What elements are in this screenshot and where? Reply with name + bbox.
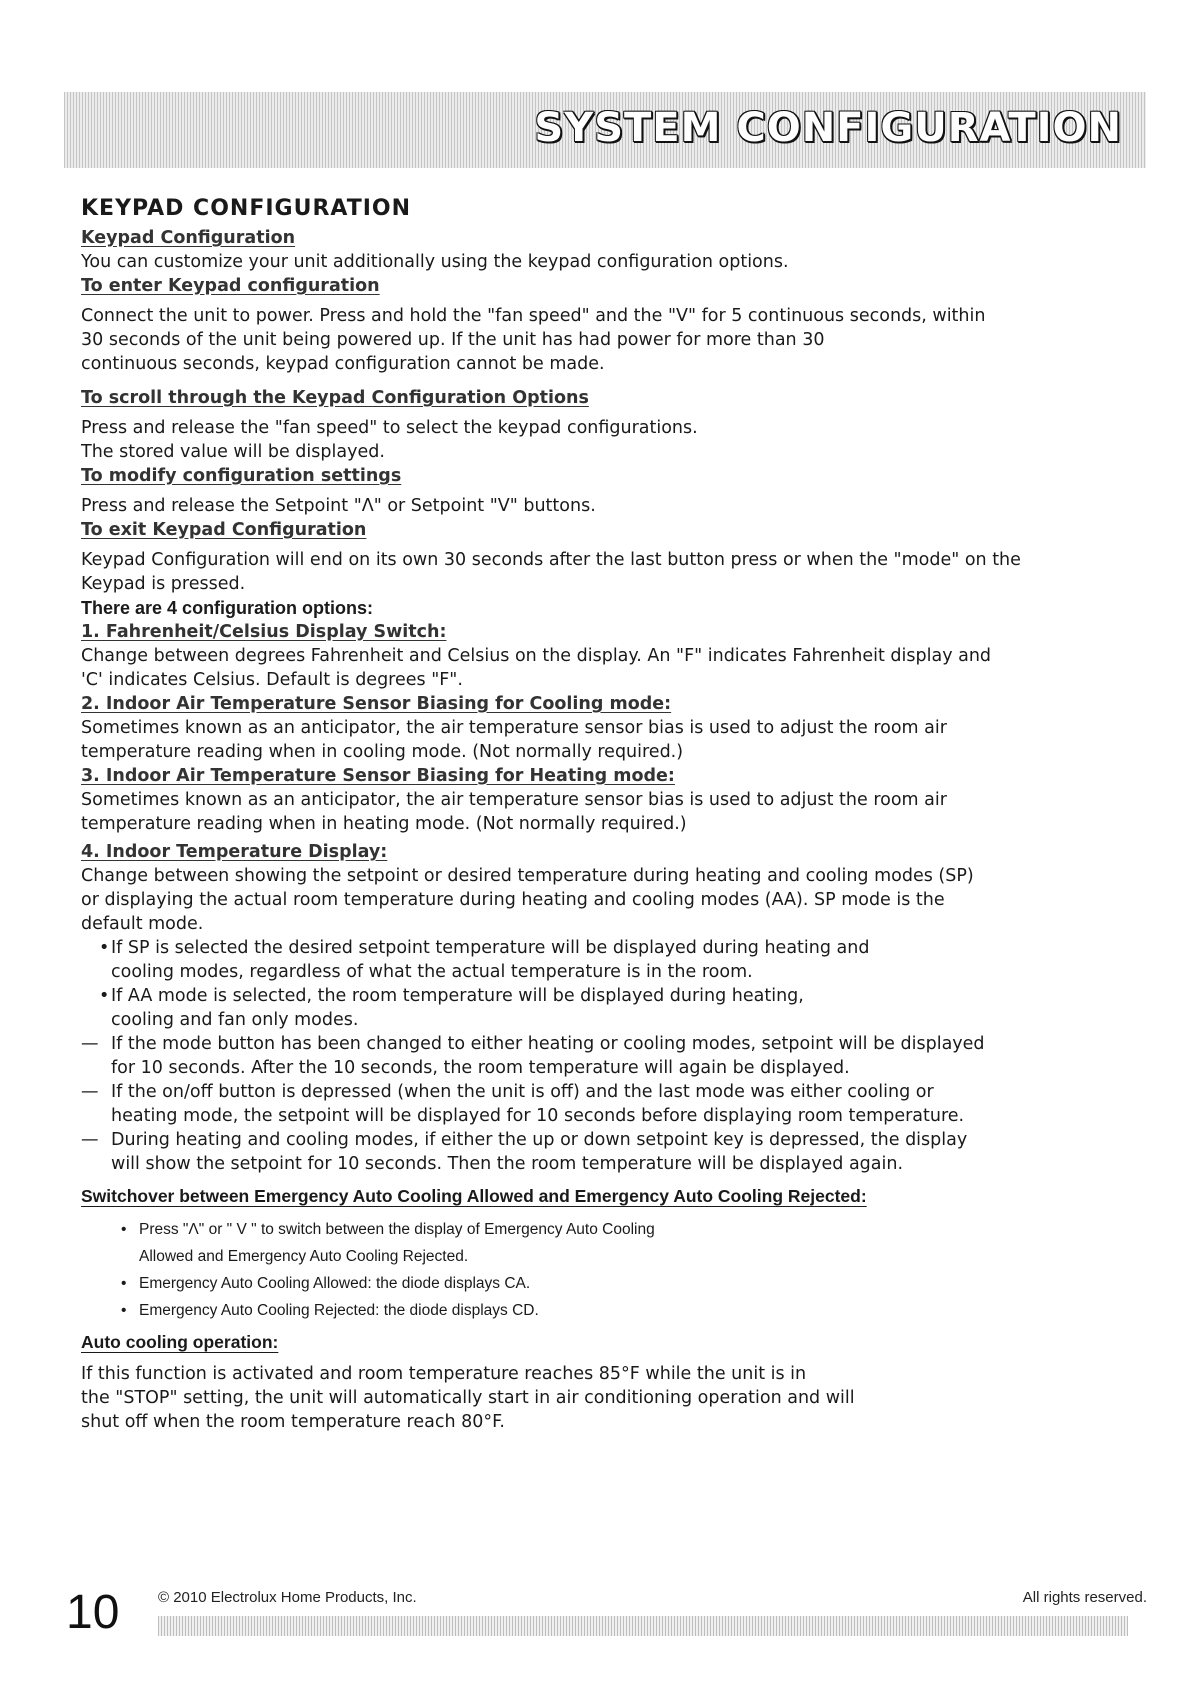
footer-rights: All rights reserved. xyxy=(1022,1589,1147,1606)
exit-config-heading: To exit Keypad Configuration xyxy=(81,520,367,540)
display-dash-item xyxy=(81,1032,1121,1080)
auto-cooling-line: shut off when the room temperature reach 80°F. xyxy=(81,1412,505,1432)
list-item-text: Allowed and Emergency Auto Cooling Rejected. xyxy=(139,1248,469,1265)
modify-settings-heading: To modify configuration settings xyxy=(81,466,402,486)
switchover-heading: Switchover between Emergency Auto Cooling Allowed and Emergency Auto Cooling Rejected: xyxy=(81,1186,867,1206)
option-4-line: default mode. xyxy=(81,914,204,934)
enter-config-line: Connect the unit to power. Press and hold the "fan speed" and the "V" for 5 continuous seconds, within xyxy=(81,306,986,326)
modify-settings-text: Press and release the Setpoint "Λ" or Setpoint "V" buttons. xyxy=(81,496,596,516)
dash-line: During heating and cooling modes, if either the up or down setpoint key is depressed, the display xyxy=(111,1130,968,1150)
list-item xyxy=(81,1297,1121,1324)
display-dash-item xyxy=(81,1080,1121,1128)
enter-config-line: 30 seconds of the unit being powered up. If the unit has had power for more than 30 xyxy=(81,330,825,350)
dash-line: for 10 seconds. After the 10 seconds, the room temperature will again be displayed. xyxy=(111,1058,850,1078)
display-bullet xyxy=(81,936,1121,984)
list-item-text: Emergency Auto Cooling Rejected: the diode displays CD. xyxy=(139,1302,539,1319)
keypad-config-heading: Keypad Configuration xyxy=(81,228,296,248)
dash-line: If the mode button has been changed to either heating or cooling modes, setpoint will be displayed xyxy=(111,1034,985,1054)
scroll-options-line: The stored value will be displayed. xyxy=(81,442,385,462)
display-dash-item xyxy=(81,1128,1121,1176)
switchover-list xyxy=(81,1216,1121,1324)
list-item-text: Emergency Auto Cooling Allowed: the diode displays CA. xyxy=(139,1275,531,1292)
scroll-options-line: Press and release the "fan speed" to select the keypad configurations. xyxy=(81,418,698,438)
section-title: KEYPAD CONFIGURATION xyxy=(81,196,412,221)
keypad-config-text: You can customize your unit additionally using the keypad configuration options. xyxy=(81,252,789,272)
dash-mark: — xyxy=(81,1130,99,1150)
option-4-line: or displaying the actual room temperature during heating and cooling modes (AA). SP mode is the xyxy=(81,890,945,910)
bullet-line: If AA mode is selected, the room temperature will be displayed during heating, xyxy=(111,986,804,1006)
dash-mark: — xyxy=(81,1082,99,1102)
option-1-heading: 1. Fahrenheit/Celsius Display Switch: xyxy=(81,622,447,642)
list-item xyxy=(81,1270,1121,1297)
bullet-line: cooling and fan only modes. xyxy=(111,1010,359,1030)
option-4-line: Change between showing the setpoint or desired temperature during heating and cooling modes (SP) xyxy=(81,866,974,886)
enter-config-heading: To enter Keypad configuration xyxy=(81,276,380,296)
dash-mark: — xyxy=(81,1034,99,1054)
option-2-line: Sometimes known as an anticipator, the air temperature sensor bias is used to adjust the room air xyxy=(81,718,947,738)
bullet-mark: • xyxy=(99,986,110,1006)
bullet-mark: • xyxy=(121,1221,127,1238)
page-number: 10 xyxy=(66,1586,120,1639)
option-1-line: 'C' indicates Celsius. Default is degrees "F". xyxy=(81,670,463,690)
scroll-options-heading: To scroll through the Keypad Configuration Options xyxy=(81,388,589,408)
option-2-line: temperature reading when in cooling mode. (Not normally required.) xyxy=(81,742,684,762)
dash-line: If the on/off button is depressed (when the unit is off) and the last mode was either cooling or xyxy=(111,1082,934,1102)
bullet-line: cooling modes, regardless of what the actual temperature is in the room. xyxy=(111,962,753,982)
options-intro: There are 4 configuration options: xyxy=(81,598,374,618)
bullet-mark: • xyxy=(121,1302,127,1319)
auto-cooling-heading: Auto cooling operation: xyxy=(81,1332,279,1352)
auto-cooling-line: If this function is activated and room temperature reaches 85°F while the unit is in xyxy=(81,1364,807,1384)
dash-line: heating mode, the setpoint will be displayed for 10 seconds before displaying room temperature. xyxy=(111,1106,965,1126)
exit-config-line: Keypad Configuration will end on its own 30 seconds after the last button press or when the "mode" on the xyxy=(81,550,1021,570)
dash-line: will show the setpoint for 10 seconds. Then the room temperature will be displayed again. xyxy=(111,1154,904,1174)
banner-title: SYSTEM CONFIGURATION xyxy=(534,105,1122,151)
option-3-line: Sometimes known as an anticipator, the air temperature sensor bias is used to adjust the room air xyxy=(81,790,947,810)
enter-config-line: continuous seconds, keypad configuration cannot be made. xyxy=(81,354,605,374)
option-1-line: Change between degrees Fahrenheit and Celsius on the display. An "F" indicates Fahrenheit display and xyxy=(81,646,992,666)
footer-bar xyxy=(158,1616,1128,1636)
footer-copyright: © 2010 Electrolux Home Products, Inc. xyxy=(158,1589,417,1606)
option-3-line: temperature reading when in heating mode. (Not normally required.) xyxy=(81,814,687,834)
option-2-heading: 2. Indoor Air Temperature Sensor Biasing for Cooling mode: xyxy=(81,694,672,714)
list-item-text: Press "Λ" or " V " to switch between the display of Emergency Auto Cooling xyxy=(139,1221,655,1238)
list-item xyxy=(81,1216,1121,1243)
exit-config-line: Keypad is pressed. xyxy=(81,574,246,594)
display-bullet xyxy=(81,984,1121,1032)
option-3-heading: 3. Indoor Air Temperature Sensor Biasing for Heating mode: xyxy=(81,766,675,786)
main-content xyxy=(81,196,1121,1434)
bullet-mark: • xyxy=(121,1275,127,1292)
option-4-heading: 4. Indoor Temperature Display: xyxy=(81,842,388,862)
list-item xyxy=(81,1243,1121,1270)
bullet-mark: • xyxy=(99,938,110,958)
header-banner xyxy=(64,92,1146,168)
bullet-line: If SP is selected the desired setpoint temperature will be displayed during heating and xyxy=(111,938,870,958)
auto-cooling-line: the "STOP" setting, the unit will automatically start in air conditioning operation and will xyxy=(81,1388,855,1408)
